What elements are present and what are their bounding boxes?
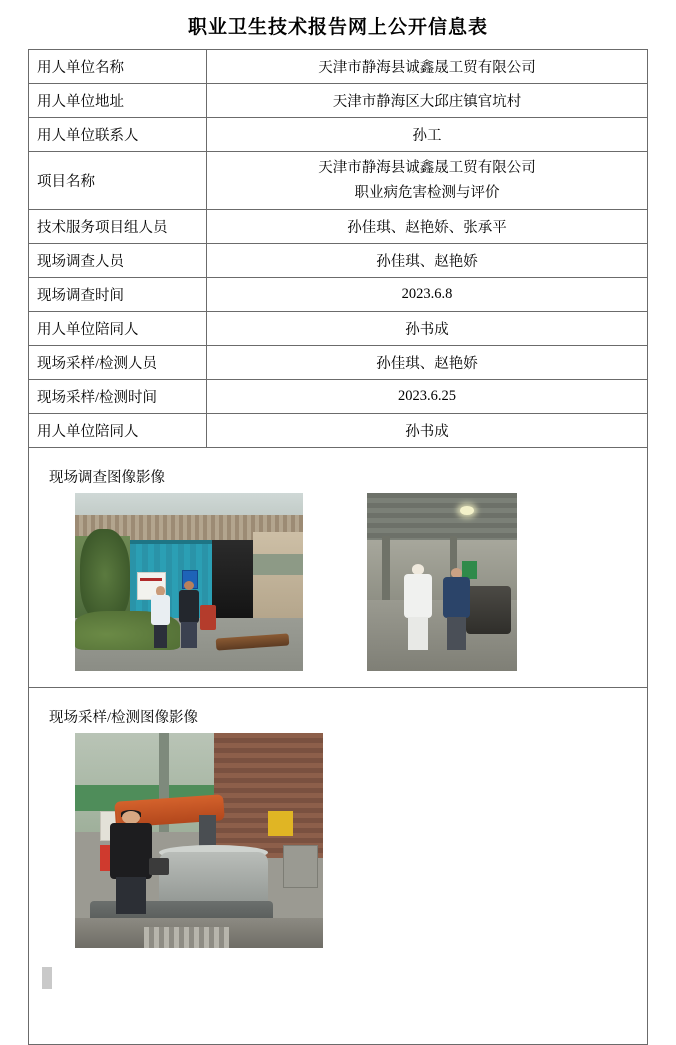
project-name-line2: 职业病危害检测与评价 bbox=[354, 184, 500, 201]
survey-media-row bbox=[29, 448, 648, 688]
sampling-equipment-photo bbox=[75, 733, 323, 948]
photo-yellow-control-box bbox=[268, 811, 293, 837]
page-title: 职业卫生技术报告网上公开信息表 bbox=[187, 17, 488, 38]
table-row bbox=[29, 84, 648, 118]
person-body bbox=[151, 595, 169, 625]
photo-crate bbox=[283, 845, 318, 888]
table-row bbox=[29, 380, 648, 414]
row-label-company-address: 用人单位地址 bbox=[29, 84, 207, 118]
row-label-sampling-staff: 现场采样/检测人员 bbox=[29, 346, 207, 380]
person-body bbox=[110, 823, 152, 879]
photo-worker-white-coat bbox=[403, 564, 433, 649]
person-legs bbox=[447, 617, 466, 650]
person-head bbox=[184, 581, 195, 591]
info-table bbox=[28, 49, 648, 1045]
row-label-sampling-companion: 用人单位陪同人 bbox=[29, 414, 207, 448]
photo-right-wall bbox=[253, 532, 303, 621]
photo-machine bbox=[466, 586, 511, 634]
table-row bbox=[29, 118, 648, 152]
photo-person-dark-shirt bbox=[178, 581, 201, 647]
survey-photo-row bbox=[37, 493, 639, 671]
photo-workshop-doorway bbox=[212, 540, 253, 625]
row-value-project-name bbox=[207, 152, 648, 210]
sampling-media-cell bbox=[29, 688, 648, 1045]
row-label-team-members: 技术服务项目组人员 bbox=[29, 210, 207, 244]
row-value-survey-date: 2023.6.8 bbox=[207, 278, 648, 312]
row-value-team-members: 孙佳琪、赵艳娇、张承平 bbox=[207, 210, 648, 244]
table-row bbox=[29, 346, 648, 380]
workshop-interior-photo bbox=[367, 493, 517, 671]
photo-roof-trusses bbox=[367, 493, 517, 539]
row-label-survey-date: 现场调查时间 bbox=[29, 278, 207, 312]
table-row bbox=[29, 50, 648, 84]
person-body bbox=[443, 577, 470, 618]
survey-media-inner bbox=[37, 454, 639, 681]
table-row bbox=[29, 278, 648, 312]
sampling-media-spacer bbox=[37, 948, 639, 1028]
table-row bbox=[29, 152, 648, 210]
person-body bbox=[404, 574, 433, 618]
row-value-company-name: 天津市静海县诚鑫晟工贸有限公司 bbox=[207, 50, 648, 84]
row-label-company-name: 用人单位名称 bbox=[29, 50, 207, 84]
person-legs bbox=[408, 617, 428, 649]
table-row bbox=[29, 312, 648, 346]
person-legs bbox=[154, 625, 167, 648]
row-value-company-contact: 孙工 bbox=[207, 118, 648, 152]
survey-media-cell bbox=[29, 448, 648, 688]
page-footer-mark bbox=[42, 967, 52, 989]
factory-gate-photo bbox=[75, 493, 303, 671]
photo-sampling-instrument bbox=[149, 858, 169, 875]
photo-worker-blue-shirt bbox=[442, 568, 471, 650]
photo-right-wall-band bbox=[253, 554, 303, 575]
row-value-sampling-date: 2023.6.25 bbox=[207, 380, 648, 414]
person-body bbox=[179, 590, 200, 623]
photo-person-white-shirt bbox=[150, 586, 171, 647]
row-label-company-contact: 用人单位联系人 bbox=[29, 118, 207, 152]
row-value-survey-staff: 孙佳琪、赵艳娇 bbox=[207, 244, 648, 278]
sampling-photo-row bbox=[37, 733, 639, 948]
row-label-survey-staff: 现场调查人员 bbox=[29, 244, 207, 278]
row-value-company-address: 天津市静海区大邱庄镇官坑村 bbox=[207, 84, 648, 118]
table-row bbox=[29, 210, 648, 244]
photo-brick-wall bbox=[214, 733, 323, 858]
info-table-body bbox=[29, 50, 648, 1045]
row-value-survey-companion: 孙书成 bbox=[207, 312, 648, 346]
project-name-line1: 天津市静海县诚鑫晟工贸有限公司 bbox=[318, 160, 536, 176]
photo-tree bbox=[80, 529, 130, 622]
sampling-media-label: 现场采样/检测图像影像 bbox=[49, 710, 199, 727]
row-value-sampling-companion: 孙书成 bbox=[207, 414, 648, 448]
table-row bbox=[29, 414, 648, 448]
row-value-sampling-staff: 孙佳琪、赵艳娇 bbox=[207, 346, 648, 380]
row-label-sampling-date: 现场采样/检测时间 bbox=[29, 380, 207, 414]
photo-ceiling-light bbox=[460, 506, 474, 515]
photo-technician-sampling bbox=[110, 811, 152, 914]
row-label-project-name: 项目名称 bbox=[29, 152, 207, 210]
row-label-survey-companion: 用人单位陪同人 bbox=[29, 312, 207, 346]
person-legs bbox=[116, 877, 146, 914]
sampling-media-row bbox=[29, 688, 648, 1045]
table-row bbox=[29, 244, 648, 278]
survey-media-label: 现场调查图像影像 bbox=[49, 470, 165, 487]
sampling-media-inner bbox=[37, 694, 639, 1038]
person-legs bbox=[181, 622, 197, 648]
photo-red-drum bbox=[200, 605, 216, 630]
photo-floor-grate bbox=[144, 927, 228, 949]
